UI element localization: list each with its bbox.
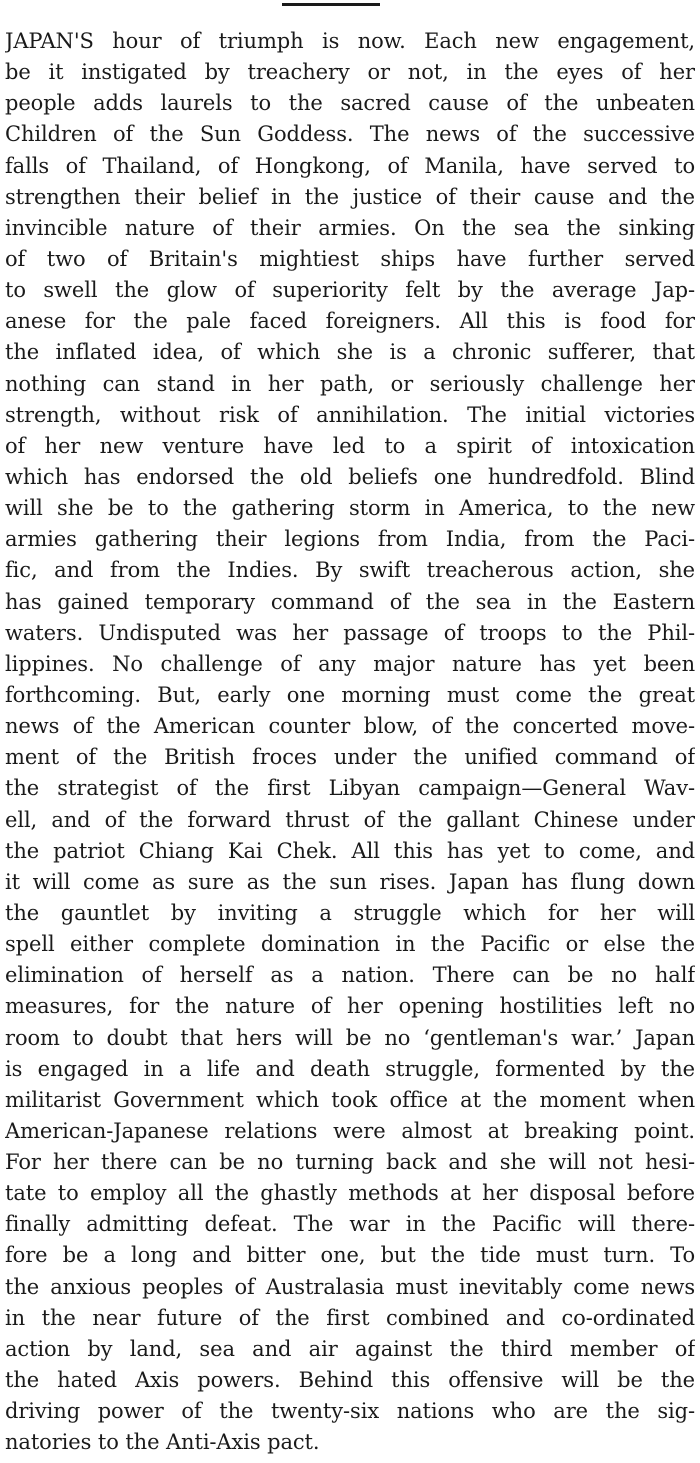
article-line: will she be to the gathering storm in America, to the new xyxy=(5,496,695,521)
article-line: ell, and of the forward thrust of the gallant Chinese under xyxy=(5,807,695,832)
article-line: waters. Undisputed was her passage of troops to the Phil- xyxy=(5,620,695,645)
article-line: lippines. No challenge of any major nature has yet been xyxy=(5,651,695,676)
article-line: of her new venture have led to a spirit of intoxication xyxy=(5,433,695,458)
article-line: Children of the Sun Goddess. The news of the successive xyxy=(5,122,695,147)
article-line: action by land, sea and air against the third member of xyxy=(5,1336,695,1361)
article-line: measures, for the nature of her opening hostilities left no xyxy=(5,994,695,1019)
article-line: the gauntlet by inviting a struggle which for her will xyxy=(5,900,695,925)
article-line: finally admitting defeat. The war in the Pacific will there- xyxy=(5,1212,695,1237)
article-line: the patriot Chiang Kai Chek. All this has yet to come, and xyxy=(5,838,695,863)
article-line: militarist Government which took office at the moment when xyxy=(5,1087,695,1112)
article-line: of two of Britain's mightiest ships have further served xyxy=(5,246,695,271)
article-line: be it instigated by treachery or not, in the eyes of her xyxy=(5,60,695,85)
article-line: the inflated idea, of which she is a chronic sufferer, that xyxy=(5,340,695,365)
article-line: driving power of the twenty-six nations who are the sig- xyxy=(5,1399,695,1424)
article-line: is engaged in a life and death struggle, formented by the xyxy=(5,1056,695,1081)
article-line: forthcoming. But, early one morning must come the great xyxy=(5,682,695,707)
article-line: in the near future of the first combined and co-ordinated xyxy=(5,1305,695,1330)
article-line: the strategist of the first Libyan campaign—General Wav- xyxy=(5,776,695,801)
article-line: to swell the glow of superiority felt by the average Jap- xyxy=(5,278,695,303)
article-body xyxy=(5,26,695,1458)
article-line: tate to employ all the ghastly methods at her disposal before xyxy=(5,1181,695,1206)
article-line: For her there can be no turning back and she will not hesi- xyxy=(5,1150,695,1175)
article-line: room to doubt that hers will be no ‘gentleman's war.’ Japan xyxy=(5,1025,695,1050)
article-line: falls of Thailand, of Hongkong, of Manila, have served to xyxy=(5,153,695,178)
article-line: natories to the Anti-Axis pact. xyxy=(5,1430,320,1455)
top-divider-rule xyxy=(282,3,380,6)
article-line: the hated Axis powers. Behind this offensive will be the xyxy=(5,1368,695,1393)
article-line: people adds laurels to the sacred cause of the unbeaten xyxy=(5,91,695,116)
article-line: American-Japanese relations were almost at breaking point. xyxy=(5,1118,695,1143)
article-line: strengthen their belief in the justice of their cause and the xyxy=(5,184,695,209)
article-line: JAPAN'S hour of triumph is now. Each new engagement, xyxy=(5,29,695,53)
article-line: anese for the pale faced foreigners. All this is food for xyxy=(5,309,695,334)
article-line: nothing can stand in her path, or seriously challenge her xyxy=(5,371,695,396)
article-line: spell either complete domination in the Pacific or else the xyxy=(5,932,695,957)
article-line: fore be a long and bitter one, but the tide must turn. To xyxy=(5,1243,695,1268)
article-line: news of the American counter blow, of the concerted move- xyxy=(5,714,695,739)
article-line: armies gathering their legions from India, from the Paci- xyxy=(5,527,695,552)
article-line: strength, without risk of annihilation. The initial victories xyxy=(5,402,695,427)
article-line: it will come as sure as the sun rises. Japan has flung down xyxy=(5,869,695,894)
article-line: fic, and from the Indies. By swift treacherous action, she xyxy=(5,558,695,583)
article-line: the anxious peoples of Australasia must inevitably come news xyxy=(5,1274,695,1299)
article-line: which has endorsed the old beliefs one hundredfold. Blind xyxy=(5,464,695,489)
article-line: elimination of herself as a nation. There can be no half xyxy=(5,963,695,988)
article-line: has gained temporary command of the sea in the Eastern xyxy=(5,589,695,614)
article-line: ment of the British froces under the unified command of xyxy=(5,745,695,770)
article-line: invincible nature of their armies. On the sea the sinking xyxy=(5,215,695,240)
